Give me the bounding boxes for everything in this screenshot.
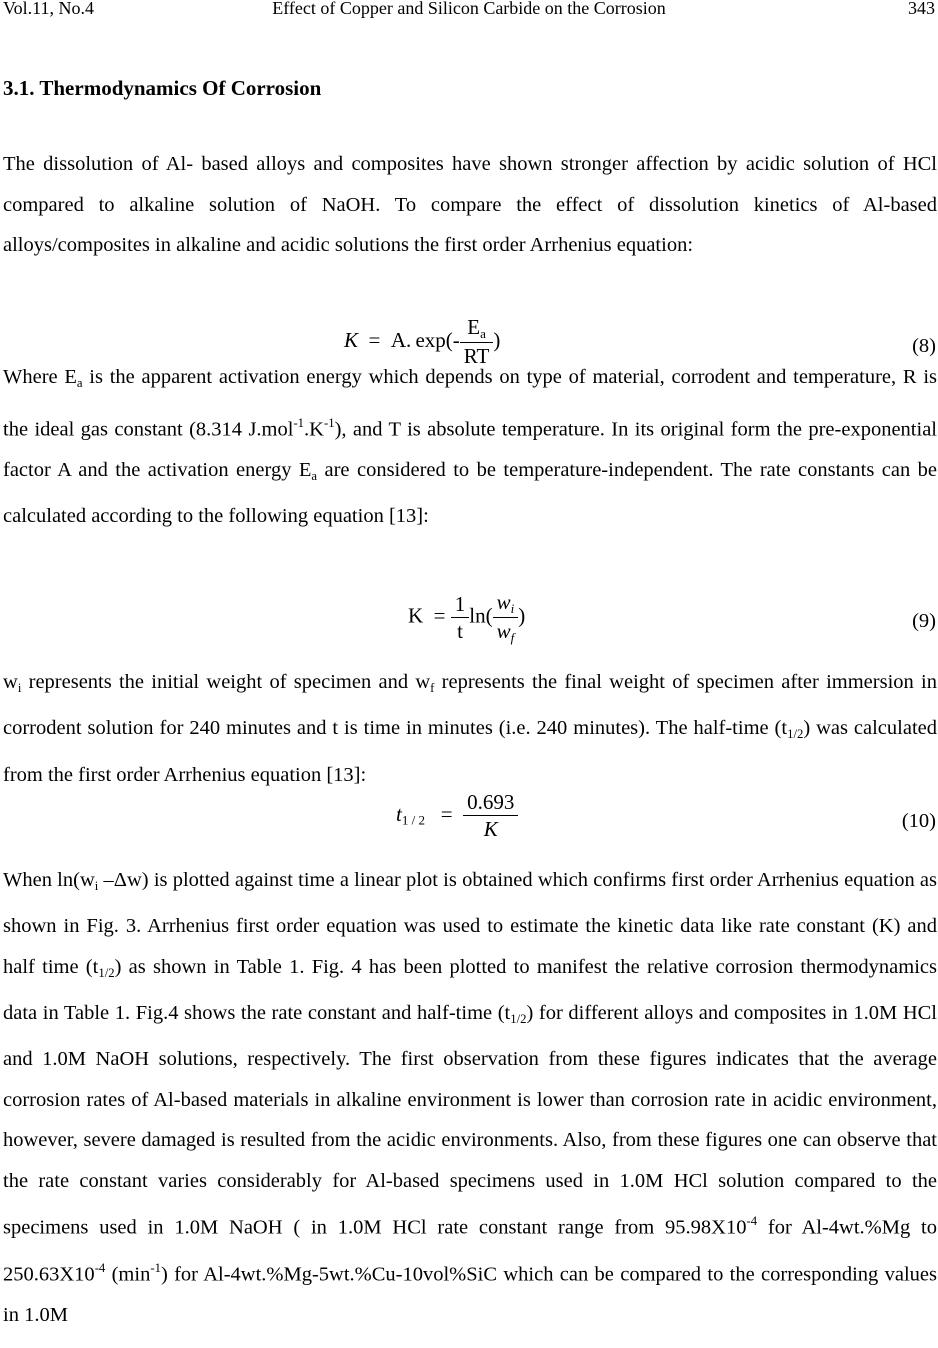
equation-8-body: K = A. exp(- $\frac{E_a}{RT}$ ) xyxy=(344,315,501,368)
page-number: 343 xyxy=(908,0,935,18)
paragraph-4: When $\ln(w_i$ –Δw) is plotted against time a linear plot is obtained which confirms first order Arrhenius equation as shown in Fig. 3. Arrhenius first order equation was used to estimate the kinetic data like rate constant (K) and half time $(t_{1/2})$ as shown in Table 1. Fig. 4 has been plotted to manifest the relative corrosion thermodynamics data in Table 1. Fig.4 shows the rate constant and half-time $(t_{1/2})$ for different alloys and composites in 1.0M HCl and 1.0M NaOH solutions, respectively. The first observation from these figures indicates that the average corrosion rates of Al-based materials in alkaline environment is lower than corrosion rate in acidic environment, however, severe damaged is resulted from the acidic environments. Also, from these figures one can observe that the rate constant varies considerably for Al-based specimens used in 1.0M HCl solution compared to the specimens used in 1.0M NaOH ( in 1.0M HCl rate constant range from $95.98X10^{-4}$ for Al-4wt.%Mg to $250.63X10^{-4}$ $(\min^{-1})$ for Al-4wt.%Mg-5wt.%Cu-10vol%SiC which can be compared to the corresponding values in 1.0M xyxy=(3,869,938,1326)
equation-9-body: K = $\frac{1}{t}$ ln( $\frac{w_i}{w_f}$ ) xyxy=(408,590,526,645)
journal-volume: Vol.11, No.4 xyxy=(3,0,95,18)
equation-9 xyxy=(0,592,938,658)
running-header xyxy=(3,0,935,22)
equation-9-number: (9) xyxy=(912,610,936,632)
running-title: Effect of Copper and Silicon Carbide on the Corrosion xyxy=(272,0,666,18)
equation-10-number: (10) xyxy=(901,810,936,832)
equation-10 xyxy=(0,792,938,858)
paragraph-2: Where $E_a$ is the apparent activation energy which depends on type of material, corrodent and temperature, R is the ideal gas constant (8.314 $J.mol^{-1}.K^{-1}$), and T is absolute temperature. In its original form the pre-exponential factor A and the activation energy $E_a$ are considered to be temperature-independent. The rate constants can be calculated according to the following equation [13]: xyxy=(3,366,937,528)
equation-10-body: $t_{1 / 2}$ = $\frac{0.693}{K}$ xyxy=(396,792,518,840)
paragraph-1: The dissolution of Al- based alloys and composites have shown stronger affection by acidic solution of HCl compared to alkaline solution of NaOH. To compare the effect of dissolution kinetics of Al-based alloys/composites in alkaline and acidic solutions the first order Arrhenius equation: xyxy=(3,153,937,256)
equation-8-number: (8) xyxy=(912,335,936,357)
section-title: 3.1. Thermodynamics Of Corrosion xyxy=(3,76,322,100)
paragraph-3: $w_i$ represents the initial weight of specimen and $w_f$ represents the final weight of specimen after immersion in corrodent solution for 240 minutes and t is time in minutes (i.e. 240 minutes). The half-time $(t_{1/2})$ was calculated from the first order Arrhenius equation [13]: xyxy=(3,671,937,786)
